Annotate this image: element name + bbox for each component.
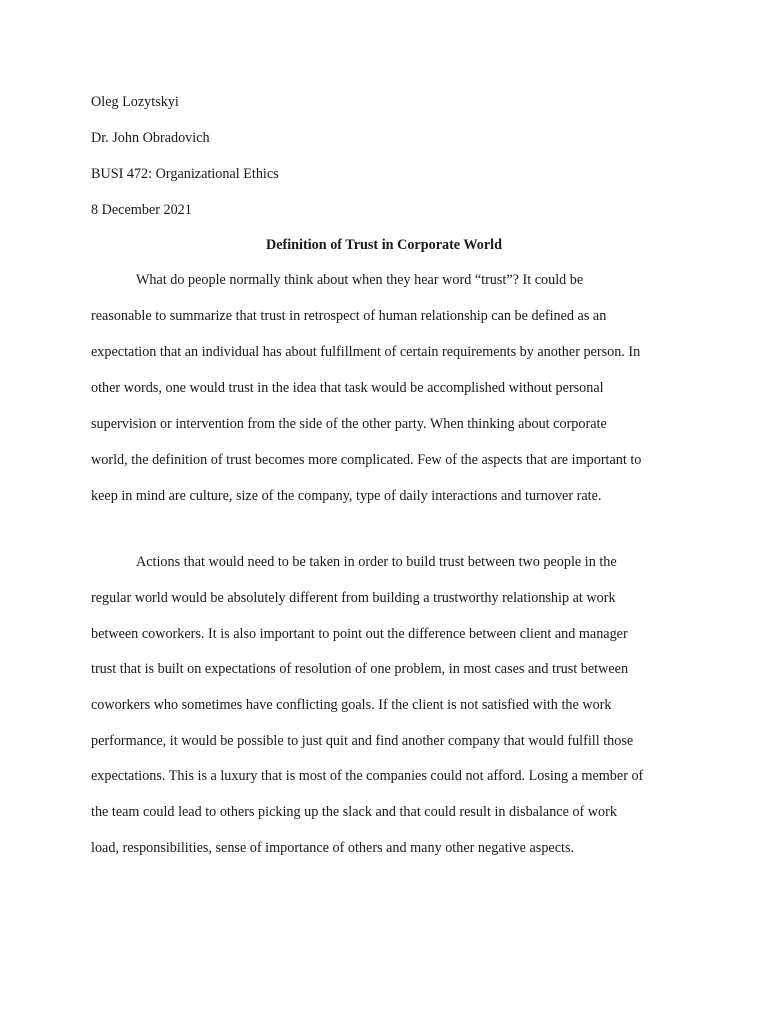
paragraph-line: expectation that an individual has about fulfillment of certain requirements by another person. In xyxy=(91,344,641,360)
document-date: 8 December 2021 xyxy=(91,202,192,218)
paragraph-line: coworkers who sometimes have conflicting goals. If the client is not satisfied with the work xyxy=(91,697,612,713)
paragraph-line: trust that is built on expectations of resolution of one problem, in most cases and trust between xyxy=(91,661,629,677)
paragraph-line: supervision or intervention from the side of the other party. When thinking about corporate xyxy=(91,416,607,432)
paragraph-line: What do people normally think about when they hear word “trust”? It could be xyxy=(136,272,584,288)
document-title: Definition of Trust in Corporate World xyxy=(265,237,503,253)
paragraph-line: other words, one would trust in the idea that task would be accomplished without personal xyxy=(91,380,604,396)
paragraph-line: load, responsibilities, sense of importance of others and many other negative aspects. xyxy=(91,840,575,856)
instructor-name: Dr. John Obradovich xyxy=(91,130,210,146)
course-name: BUSI 472: Organizational Ethics xyxy=(91,166,279,182)
paragraph-line: Actions that would need to be taken in order to build trust between two people in the xyxy=(136,554,617,570)
paragraph-line: the team could lead to others picking up the slack and that could result in disbalance of work xyxy=(91,804,617,820)
paragraph-line: keep in mind are culture, size of the company, type of daily interactions and turnover rate. xyxy=(91,488,602,504)
paragraph-line: between coworkers. It is also important to point out the difference between client and manager xyxy=(91,626,628,642)
paragraph-line: regular world would be absolutely different from building a trustworthy relationship at work xyxy=(91,590,616,606)
paragraph-line: performance, it would be possible to just quit and find another company that would fulfill those xyxy=(91,733,634,749)
paragraph-line: world, the definition of trust becomes more complicated. Few of the aspects that are important to xyxy=(91,452,642,468)
author-name: Oleg Lozytskyi xyxy=(91,94,179,110)
paragraph-line: expectations. This is a luxury that is most of the companies could not afford. Losing a member of xyxy=(91,768,644,784)
paragraph-line: reasonable to summarize that trust in retrospect of human relationship can be defined as an xyxy=(91,308,607,324)
